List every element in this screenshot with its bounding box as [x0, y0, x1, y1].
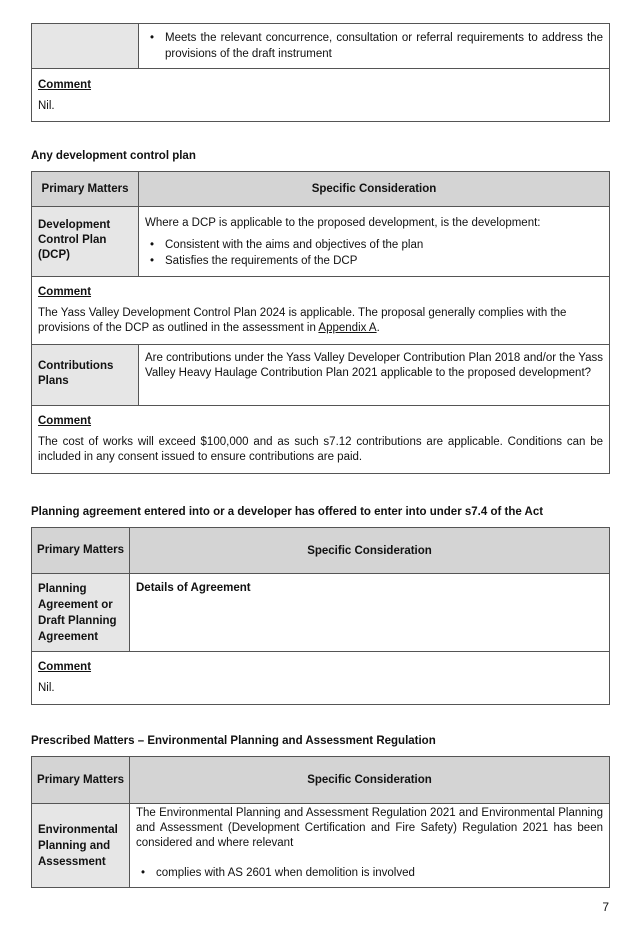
appendix-a-link[interactable]: Appendix A	[318, 322, 377, 334]
regulation-table	[31, 756, 610, 888]
reg-text: The Environmental Planning and Assessment Regulation 2021 and Environmental Planning and Assessment (Development Certification and Fire Safety) Regulation 2021 has been considered and where relevant	[136, 807, 603, 849]
dcp-label: Development Control Plan (DCP)	[32, 207, 139, 277]
contributions-label: Contributions Plans	[32, 345, 139, 406]
header-specific-consideration: Specific Consideration	[139, 172, 610, 207]
concurrence-bullet: • Meets the relevant concurrence, consultation or referral requirements to address the provisions of the draft instrument	[165, 30, 603, 62]
reg-header-primary-matters: Primary Matters	[32, 757, 130, 804]
pa-header-specific-consideration: Specific Consideration	[130, 528, 610, 574]
dcp-comment-text: The Yass Valley Development Control Plan 2024 is applicable. The proposal generally complies with the provisions of the DCP as outlined in the assessment in	[38, 307, 567, 334]
top-continuation-table	[31, 23, 610, 122]
reg-label: Environmental Planning and Assessment	[32, 804, 130, 888]
contributions-comment-title: Comment	[38, 415, 92, 427]
pa-comment-title: Comment	[38, 661, 92, 673]
page-number: 7	[602, 900, 609, 914]
empty-label-cell	[32, 24, 139, 69]
dcp-consideration-cell	[139, 207, 610, 277]
contributions-text: Are contributions under the Yass Valley Developer Contribution Plan 2018 and/or the Yass Valley Heavy Haulage Contribution Plan 2021 applicable to the proposed development?	[139, 345, 610, 406]
pa-comment-text: Nil.	[38, 682, 55, 694]
dcp-bullet-aims: • Consistent with the aims and objectives of the plan	[165, 237, 603, 253]
reg-bullet-demolition: • complies with AS 2601 when demolition is involved	[156, 865, 603, 881]
pa-label: Planning Agreement or Draft Planning Agreement	[32, 574, 130, 652]
reg-header-specific-consideration: Specific Consideration	[130, 757, 610, 804]
pa-comment-cell	[32, 652, 610, 705]
dcp-comment-end: .	[376, 322, 380, 334]
dcp-comment-title: Comment	[38, 286, 92, 298]
contributions-comment-cell	[32, 406, 610, 474]
dcp-intro: Where a DCP is applicable to the proposed development, is the development:	[145, 217, 541, 229]
reg-consideration-cell	[130, 804, 610, 888]
dcp-bullet-requirements: • Satisfies the requirements of the DCP	[165, 253, 603, 269]
header-primary-matters: Primary Matters	[32, 172, 139, 207]
dcp-comment-cell	[32, 277, 610, 345]
planning-agreement-table	[31, 527, 610, 705]
section-title-regulation: Prescribed Matters – Environmental Planning and Assessment Regulation	[31, 735, 436, 747]
comment-cell	[32, 69, 610, 122]
pa-header-primary-matters: Primary Matters	[32, 528, 130, 574]
requirement-cell	[139, 24, 610, 69]
section-title-planning-agreement: Planning agreement entered into or a developer has offered to enter into under s7.4 of the Act	[31, 506, 544, 518]
dcp-table	[31, 171, 610, 474]
section-title-dcp: Any development control plan	[31, 150, 196, 162]
comment-text: Nil.	[38, 100, 55, 112]
contributions-comment-text: The cost of works will exceed $100,000 and as such s7.12 contributions are applicable. Conditions can be included in any consent issued to ensure contributions are paid.	[38, 436, 603, 463]
pa-details: Details of Agreement	[130, 574, 610, 652]
comment-title: Comment	[38, 79, 92, 91]
